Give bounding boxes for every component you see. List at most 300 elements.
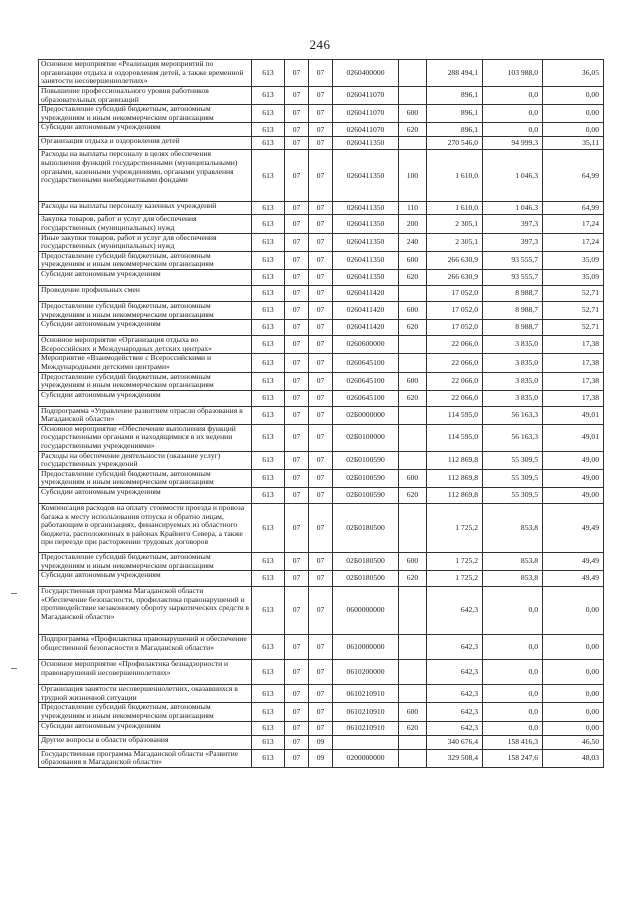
cell-ministry-code: 613 bbox=[252, 354, 285, 372]
cell-target-article: 0600000000 bbox=[333, 587, 399, 635]
cell-subsection: 07 bbox=[309, 202, 333, 215]
cell-target-article: 0260411070 bbox=[333, 105, 399, 123]
cell-name: Закупка товаров, работ и услуг для обеспечения государственных (муниципальных) нужд bbox=[39, 215, 252, 233]
table-row bbox=[39, 571, 604, 587]
cell-execution-percent: 0,00 bbox=[543, 703, 604, 721]
cell-name: Подпрограмма «Профилактика правонарушений и обеспечение общественной безопасности в Магаданской области» bbox=[39, 635, 252, 660]
cell-executed-amount: 0,0 bbox=[483, 587, 543, 635]
table-row bbox=[39, 660, 604, 685]
cell-execution-percent: 17,38 bbox=[543, 336, 604, 354]
cell-ministry-code: 613 bbox=[252, 251, 285, 269]
cell-approved-amount: 340 676,4 bbox=[427, 735, 483, 749]
cell-approved-amount: 288 494,1 bbox=[427, 60, 483, 87]
cell-execution-percent: 17,38 bbox=[543, 372, 604, 390]
cell-name: Субсидии автономным учреждениям bbox=[39, 390, 252, 406]
cell-approved-amount: 270 546,0 bbox=[427, 137, 483, 150]
cell-ministry-code: 613 bbox=[252, 137, 285, 150]
cell-section: 07 bbox=[285, 469, 309, 487]
cell-ministry-code: 613 bbox=[252, 469, 285, 487]
cell-expense-type: 600 bbox=[399, 301, 427, 319]
cell-executed-amount: 55 309,5 bbox=[483, 451, 543, 469]
cell-target-article: 0260411070 bbox=[333, 123, 399, 137]
cell-ministry-code: 613 bbox=[252, 424, 285, 451]
cell-section: 07 bbox=[285, 336, 309, 354]
cell-target-article: 02Б0180500 bbox=[333, 571, 399, 587]
cell-name: Субсидии автономным учреждениям bbox=[39, 320, 252, 336]
cell-name: Мероприятие «Взаимодействие с Всероссийскими и Международными детскими центрами» bbox=[39, 354, 252, 372]
cell-target-article: 0260411350 bbox=[333, 251, 399, 269]
cell-name: Предоставление субсидий бюджетным, автономным учреждениям и иным некоммерческим организациям bbox=[39, 553, 252, 571]
table-row bbox=[39, 215, 604, 233]
cell-approved-amount: 112 869,8 bbox=[427, 488, 483, 504]
cell-section: 07 bbox=[285, 215, 309, 233]
cell-execution-percent: 0,00 bbox=[543, 635, 604, 660]
cell-execution-percent: 49,49 bbox=[543, 553, 604, 571]
cell-section: 07 bbox=[285, 123, 309, 137]
cell-expense-type bbox=[399, 451, 427, 469]
table-row bbox=[39, 336, 604, 354]
cell-subsection: 09 bbox=[309, 735, 333, 749]
cell-executed-amount: 0,0 bbox=[483, 703, 543, 721]
cell-expense-type: 620 bbox=[399, 123, 427, 137]
cell-expense-type: 200 bbox=[399, 215, 427, 233]
table-row bbox=[39, 372, 604, 390]
budget-table bbox=[38, 59, 604, 768]
cell-ministry-code: 613 bbox=[252, 721, 285, 735]
cell-approved-amount: 1 610,0 bbox=[427, 202, 483, 215]
cell-subsection: 07 bbox=[309, 504, 333, 553]
cell-execution-percent: 64,99 bbox=[543, 202, 604, 215]
cell-target-article: 0260411350 bbox=[333, 233, 399, 251]
table-row bbox=[39, 150, 604, 202]
cell-name: Предоставление субсидий бюджетным, автономным учреждениям и иным некоммерческим организациям bbox=[39, 105, 252, 123]
cell-executed-amount: 853,8 bbox=[483, 553, 543, 571]
margin-mark bbox=[11, 593, 17, 594]
cell-expense-type bbox=[399, 749, 427, 767]
cell-target-article: 0260411350 bbox=[333, 150, 399, 202]
cell-executed-amount: 0,0 bbox=[483, 105, 543, 123]
cell-target-article: 0260411350 bbox=[333, 137, 399, 150]
cell-ministry-code: 613 bbox=[252, 336, 285, 354]
cell-approved-amount: 17 052,0 bbox=[427, 320, 483, 336]
cell-section: 07 bbox=[285, 285, 309, 301]
cell-subsection: 07 bbox=[309, 251, 333, 269]
cell-execution-percent: 36,05 bbox=[543, 60, 604, 87]
table-row bbox=[39, 488, 604, 504]
cell-execution-percent: 64,99 bbox=[543, 150, 604, 202]
cell-ministry-code: 613 bbox=[252, 123, 285, 137]
cell-execution-percent: 0,00 bbox=[543, 721, 604, 735]
cell-expense-type bbox=[399, 336, 427, 354]
cell-expense-type bbox=[399, 635, 427, 660]
cell-execution-percent: 49,49 bbox=[543, 571, 604, 587]
cell-ministry-code: 613 bbox=[252, 105, 285, 123]
cell-section: 07 bbox=[285, 635, 309, 660]
cell-subsection: 07 bbox=[309, 721, 333, 735]
cell-subsection: 07 bbox=[309, 424, 333, 451]
cell-expense-type: 600 bbox=[399, 469, 427, 487]
cell-section: 07 bbox=[285, 202, 309, 215]
cell-section: 07 bbox=[285, 150, 309, 202]
cell-approved-amount: 17 052,0 bbox=[427, 301, 483, 319]
cell-approved-amount: 266 630,9 bbox=[427, 269, 483, 285]
cell-name: Субсидии автономным учреждениям bbox=[39, 488, 252, 504]
cell-name: Основное мероприятие «Обеспечение выполнения функций государственными органами и находящимися в их ведении государственными учреждениями» bbox=[39, 424, 252, 451]
cell-approved-amount: 1 725,2 bbox=[427, 553, 483, 571]
cell-target-article: 02Б0100590 bbox=[333, 488, 399, 504]
cell-target-article: 0610000000 bbox=[333, 635, 399, 660]
table-row bbox=[39, 406, 604, 424]
cell-subsection: 07 bbox=[309, 451, 333, 469]
cell-expense-type: 620 bbox=[399, 390, 427, 406]
cell-execution-percent: 48,03 bbox=[543, 749, 604, 767]
cell-expense-type: 600 bbox=[399, 703, 427, 721]
table-row bbox=[39, 202, 604, 215]
page-number: 246 bbox=[309, 37, 331, 52]
cell-section: 07 bbox=[285, 269, 309, 285]
cell-name: Иные закупки товаров, работ и услуг для обеспечения государственных (муниципальных) нужд bbox=[39, 233, 252, 251]
table-row bbox=[39, 285, 604, 301]
cell-subsection: 07 bbox=[309, 635, 333, 660]
cell-approved-amount: 896,1 bbox=[427, 123, 483, 137]
cell-name: Расходы на выплаты персоналу казенных учреждений bbox=[39, 202, 252, 215]
cell-subsection: 07 bbox=[309, 285, 333, 301]
cell-expense-type bbox=[399, 735, 427, 749]
cell-executed-amount: 8 988,7 bbox=[483, 285, 543, 301]
cell-subsection: 07 bbox=[309, 372, 333, 390]
cell-expense-type bbox=[399, 137, 427, 150]
cell-approved-amount: 1 610,0 bbox=[427, 150, 483, 202]
cell-subsection: 07 bbox=[309, 320, 333, 336]
cell-name: Организация занятости несовершеннолетних, оказавшихся в трудной жизненной ситуации bbox=[39, 685, 252, 703]
cell-subsection: 07 bbox=[309, 587, 333, 635]
cell-expense-type: 620 bbox=[399, 320, 427, 336]
cell-expense-type bbox=[399, 87, 427, 105]
cell-execution-percent: 0,00 bbox=[543, 87, 604, 105]
cell-executed-amount: 0,0 bbox=[483, 87, 543, 105]
cell-section: 07 bbox=[285, 553, 309, 571]
cell-executed-amount: 3 835,0 bbox=[483, 336, 543, 354]
cell-name: Предоставление субсидий бюджетным, автономным учреждениям и иным некоммерческим организациям bbox=[39, 251, 252, 269]
cell-ministry-code: 613 bbox=[252, 87, 285, 105]
cell-execution-percent: 49,00 bbox=[543, 451, 604, 469]
cell-approved-amount: 642,3 bbox=[427, 721, 483, 735]
table-row bbox=[39, 390, 604, 406]
cell-target-article: 02Б0100000 bbox=[333, 424, 399, 451]
cell-executed-amount: 93 555,7 bbox=[483, 269, 543, 285]
cell-target-article: 02Б0180500 bbox=[333, 553, 399, 571]
cell-execution-percent: 17,24 bbox=[543, 215, 604, 233]
cell-name: Основное мероприятие «Организация отдыха во Всероссийских и Международных детских центрах» bbox=[39, 336, 252, 354]
table-row bbox=[39, 87, 604, 105]
cell-execution-percent: 49,01 bbox=[543, 424, 604, 451]
cell-approved-amount: 642,3 bbox=[427, 635, 483, 660]
table-row bbox=[39, 137, 604, 150]
cell-target-article: 0260645100 bbox=[333, 390, 399, 406]
cell-expense-type: 600 bbox=[399, 105, 427, 123]
cell-ministry-code: 613 bbox=[252, 685, 285, 703]
cell-ministry-code: 613 bbox=[252, 60, 285, 87]
cell-subsection: 07 bbox=[309, 60, 333, 87]
cell-subsection: 07 bbox=[309, 137, 333, 150]
cell-approved-amount: 266 630,9 bbox=[427, 251, 483, 269]
cell-name: Государственная программа Магаданской области «Обеспечение безопасности, профилактика правонарушений и противодействие незаконному обороту наркотических средств в Магаданской области» bbox=[39, 587, 252, 635]
cell-target-article: 0200000000 bbox=[333, 749, 399, 767]
cell-subsection: 07 bbox=[309, 571, 333, 587]
cell-target-article: 0260411350 bbox=[333, 202, 399, 215]
cell-executed-amount: 1 046,3 bbox=[483, 202, 543, 215]
table-row bbox=[39, 749, 604, 767]
cell-subsection: 07 bbox=[309, 660, 333, 685]
cell-executed-amount: 0,0 bbox=[483, 721, 543, 735]
cell-name: Основное мероприятие «Реализация мероприятий по организации отдыха и оздоровления детей, а также временной занятости несовершеннолетних» bbox=[39, 60, 252, 87]
cell-section: 07 bbox=[285, 504, 309, 553]
cell-expense-type: 600 bbox=[399, 553, 427, 571]
cell-section: 07 bbox=[285, 105, 309, 123]
cell-section: 07 bbox=[285, 424, 309, 451]
table-row bbox=[39, 60, 604, 87]
cell-executed-amount: 0,0 bbox=[483, 685, 543, 703]
cell-subsection: 07 bbox=[309, 150, 333, 202]
cell-executed-amount: 3 835,0 bbox=[483, 372, 543, 390]
cell-executed-amount: 3 835,0 bbox=[483, 354, 543, 372]
cell-subsection: 07 bbox=[309, 703, 333, 721]
table-row bbox=[39, 105, 604, 123]
cell-executed-amount: 56 163,3 bbox=[483, 406, 543, 424]
cell-ministry-code: 613 bbox=[252, 451, 285, 469]
cell-execution-percent: 0,00 bbox=[543, 587, 604, 635]
cell-approved-amount: 1 725,2 bbox=[427, 571, 483, 587]
cell-execution-percent: 35,09 bbox=[543, 251, 604, 269]
cell-expense-type bbox=[399, 406, 427, 424]
table-row bbox=[39, 354, 604, 372]
cell-executed-amount: 55 309,5 bbox=[483, 488, 543, 504]
table-row bbox=[39, 553, 604, 571]
cell-target-article: 0260600000 bbox=[333, 336, 399, 354]
cell-execution-percent: 17,38 bbox=[543, 354, 604, 372]
cell-executed-amount: 0,0 bbox=[483, 635, 543, 660]
cell-section: 07 bbox=[285, 721, 309, 735]
table-row bbox=[39, 721, 604, 735]
cell-name: Основное мероприятие «Профилактика безнадзорности и правонарушений несовершеннолетних» bbox=[39, 660, 252, 685]
cell-approved-amount: 2 305,1 bbox=[427, 215, 483, 233]
cell-executed-amount: 93 555,7 bbox=[483, 251, 543, 269]
cell-name: Государственная программа Магаданской области «Развитие образования в Магаданской области» bbox=[39, 749, 252, 767]
cell-section: 07 bbox=[285, 749, 309, 767]
cell-section: 07 bbox=[285, 735, 309, 749]
cell-approved-amount: 22 066,0 bbox=[427, 390, 483, 406]
cell-expense-type: 620 bbox=[399, 488, 427, 504]
cell-name: Субсидии автономным учреждениям bbox=[39, 571, 252, 587]
cell-expense-type: 600 bbox=[399, 251, 427, 269]
cell-section: 07 bbox=[285, 251, 309, 269]
cell-ministry-code: 613 bbox=[252, 320, 285, 336]
cell-subsection: 07 bbox=[309, 685, 333, 703]
table-row bbox=[39, 320, 604, 336]
cell-section: 07 bbox=[285, 60, 309, 87]
cell-ministry-code: 613 bbox=[252, 749, 285, 767]
cell-execution-percent: 17,24 bbox=[543, 233, 604, 251]
cell-expense-type bbox=[399, 424, 427, 451]
cell-name: Предоставление субсидий бюджетным, автономным учреждениям и иным некоммерческим организациям bbox=[39, 301, 252, 319]
cell-ministry-code: 613 bbox=[252, 269, 285, 285]
cell-ministry-code: 613 bbox=[252, 215, 285, 233]
cell-approved-amount: 17 052,0 bbox=[427, 285, 483, 301]
cell-ministry-code: 613 bbox=[252, 571, 285, 587]
cell-executed-amount: 158 247,6 bbox=[483, 749, 543, 767]
cell-subsection: 07 bbox=[309, 336, 333, 354]
cell-name: Проведение профильных смен bbox=[39, 285, 252, 301]
cell-executed-amount: 8 988,7 bbox=[483, 301, 543, 319]
cell-target-article: 02Б0100590 bbox=[333, 451, 399, 469]
cell-section: 07 bbox=[285, 233, 309, 251]
cell-execution-percent: 52,71 bbox=[543, 320, 604, 336]
table-row bbox=[39, 735, 604, 749]
cell-approved-amount: 642,3 bbox=[427, 587, 483, 635]
cell-ministry-code: 613 bbox=[252, 660, 285, 685]
cell-target-article: 0610210910 bbox=[333, 685, 399, 703]
cell-approved-amount: 22 066,0 bbox=[427, 336, 483, 354]
cell-target-article: 0260645100 bbox=[333, 354, 399, 372]
cell-expense-type: 620 bbox=[399, 721, 427, 735]
cell-expense-type: 620 bbox=[399, 269, 427, 285]
cell-ministry-code: 613 bbox=[252, 390, 285, 406]
cell-execution-percent: 52,71 bbox=[543, 301, 604, 319]
cell-expense-type: 100 bbox=[399, 150, 427, 202]
cell-expense-type: 620 bbox=[399, 571, 427, 587]
cell-subsection: 07 bbox=[309, 469, 333, 487]
cell-target-article: 0610210910 bbox=[333, 721, 399, 735]
cell-expense-type: 600 bbox=[399, 372, 427, 390]
cell-target-article bbox=[333, 735, 399, 749]
table-row bbox=[39, 504, 604, 553]
table-row bbox=[39, 451, 604, 469]
table-row bbox=[39, 251, 604, 269]
cell-executed-amount: 103 988,0 bbox=[483, 60, 543, 87]
cell-executed-amount: 3 835,0 bbox=[483, 390, 543, 406]
cell-target-article: 0260411350 bbox=[333, 269, 399, 285]
cell-approved-amount: 2 305,1 bbox=[427, 233, 483, 251]
cell-execution-percent: 0,00 bbox=[543, 105, 604, 123]
cell-section: 07 bbox=[285, 406, 309, 424]
table-row bbox=[39, 301, 604, 319]
cell-executed-amount: 853,8 bbox=[483, 504, 543, 553]
cell-executed-amount: 1 046,3 bbox=[483, 150, 543, 202]
table-row bbox=[39, 469, 604, 487]
cell-subsection: 07 bbox=[309, 553, 333, 571]
cell-subsection: 07 bbox=[309, 87, 333, 105]
cell-target-article: 0260411420 bbox=[333, 320, 399, 336]
table-row bbox=[39, 424, 604, 451]
cell-executed-amount: 158 416,3 bbox=[483, 735, 543, 749]
cell-name: Субсидии автономным учреждениям bbox=[39, 269, 252, 285]
cell-approved-amount: 114 595,0 bbox=[427, 406, 483, 424]
cell-name: Компенсация расходов на оплату стоимости проезда и провоза багажа к месту использования отпуска и обратно лицам, работающим в организациях, финансируемых из областного бюджета, расположенных в районах Крайнего Севера, а также при переезде при расторжении трудовых договоров bbox=[39, 504, 252, 553]
cell-target-article: 02Б0100590 bbox=[333, 469, 399, 487]
cell-ministry-code: 613 bbox=[252, 150, 285, 202]
cell-execution-percent: 52,71 bbox=[543, 285, 604, 301]
cell-target-article: 0610210910 bbox=[333, 703, 399, 721]
cell-target-article: 0260411070 bbox=[333, 87, 399, 105]
cell-name: Предоставление субсидий бюджетным, автономным учреждениям и иным некоммерческим организациям bbox=[39, 469, 252, 487]
table-row bbox=[39, 703, 604, 721]
cell-section: 07 bbox=[285, 137, 309, 150]
cell-approved-amount: 329 508,4 bbox=[427, 749, 483, 767]
cell-executed-amount: 0,0 bbox=[483, 123, 543, 137]
cell-executed-amount: 397,3 bbox=[483, 233, 543, 251]
cell-target-article: 0610200000 bbox=[333, 660, 399, 685]
cell-name: Предоставление субсидий бюджетным, автономным учреждениям и иным некоммерческим организациям bbox=[39, 703, 252, 721]
cell-executed-amount: 397,3 bbox=[483, 215, 543, 233]
table-row bbox=[39, 635, 604, 660]
cell-ministry-code: 613 bbox=[252, 233, 285, 251]
table-row bbox=[39, 233, 604, 251]
cell-ministry-code: 613 bbox=[252, 285, 285, 301]
cell-name: Расходы на обеспечение деятельности (оказание услуг) государственных учреждений bbox=[39, 451, 252, 469]
cell-ministry-code: 613 bbox=[252, 587, 285, 635]
cell-executed-amount: 94 999,3 bbox=[483, 137, 543, 150]
cell-execution-percent: 17,38 bbox=[543, 390, 604, 406]
cell-section: 07 bbox=[285, 587, 309, 635]
cell-section: 07 bbox=[285, 451, 309, 469]
cell-section: 07 bbox=[285, 390, 309, 406]
cell-target-article: 0260645100 bbox=[333, 372, 399, 390]
cell-ministry-code: 613 bbox=[252, 504, 285, 553]
cell-section: 07 bbox=[285, 87, 309, 105]
cell-subsection: 07 bbox=[309, 488, 333, 504]
cell-subsection: 07 bbox=[309, 301, 333, 319]
cell-name: Предоставление субсидий бюджетным, автономным учреждениям и иным некоммерческим организациям bbox=[39, 372, 252, 390]
cell-ministry-code: 613 bbox=[252, 735, 285, 749]
cell-approved-amount: 114 595,0 bbox=[427, 424, 483, 451]
cell-execution-percent: 49,00 bbox=[543, 488, 604, 504]
cell-execution-percent: 49,00 bbox=[543, 469, 604, 487]
cell-approved-amount: 642,3 bbox=[427, 660, 483, 685]
table-row bbox=[39, 685, 604, 703]
cell-target-article: 0260411420 bbox=[333, 285, 399, 301]
cell-subsection: 07 bbox=[309, 406, 333, 424]
cell-ministry-code: 613 bbox=[252, 553, 285, 571]
cell-approved-amount: 642,3 bbox=[427, 703, 483, 721]
cell-execution-percent: 35,09 bbox=[543, 269, 604, 285]
cell-execution-percent: 0,00 bbox=[543, 123, 604, 137]
cell-executed-amount: 8 988,7 bbox=[483, 320, 543, 336]
cell-target-article: 0260400000 bbox=[333, 60, 399, 87]
cell-executed-amount: 56 163,3 bbox=[483, 424, 543, 451]
cell-approved-amount: 896,1 bbox=[427, 105, 483, 123]
cell-ministry-code: 613 bbox=[252, 301, 285, 319]
cell-target-article: 0260411420 bbox=[333, 301, 399, 319]
cell-name: Другие вопросы в области образования bbox=[39, 735, 252, 749]
cell-execution-percent: 35,11 bbox=[543, 137, 604, 150]
cell-expense-type bbox=[399, 285, 427, 301]
cell-ministry-code: 613 bbox=[252, 372, 285, 390]
cell-subsection: 07 bbox=[309, 233, 333, 251]
cell-executed-amount: 853,8 bbox=[483, 571, 543, 587]
cell-target-article: 02Б0180500 bbox=[333, 504, 399, 553]
cell-subsection: 07 bbox=[309, 215, 333, 233]
cell-subsection: 07 bbox=[309, 354, 333, 372]
cell-expense-type bbox=[399, 60, 427, 87]
cell-target-article: 02Б0000000 bbox=[333, 406, 399, 424]
table-row bbox=[39, 587, 604, 635]
cell-execution-percent: 49,01 bbox=[543, 406, 604, 424]
cell-subsection: 07 bbox=[309, 123, 333, 137]
cell-ministry-code: 613 bbox=[252, 406, 285, 424]
cell-expense-type: 240 bbox=[399, 233, 427, 251]
cell-expense-type: 110 bbox=[399, 202, 427, 215]
cell-name: Расходы на выплаты персоналу в целях обеспечения выполнения функций государственными (муниципальными) органами, казенными учреждениями, органами управления государственными внебюджетными фондами bbox=[39, 150, 252, 202]
